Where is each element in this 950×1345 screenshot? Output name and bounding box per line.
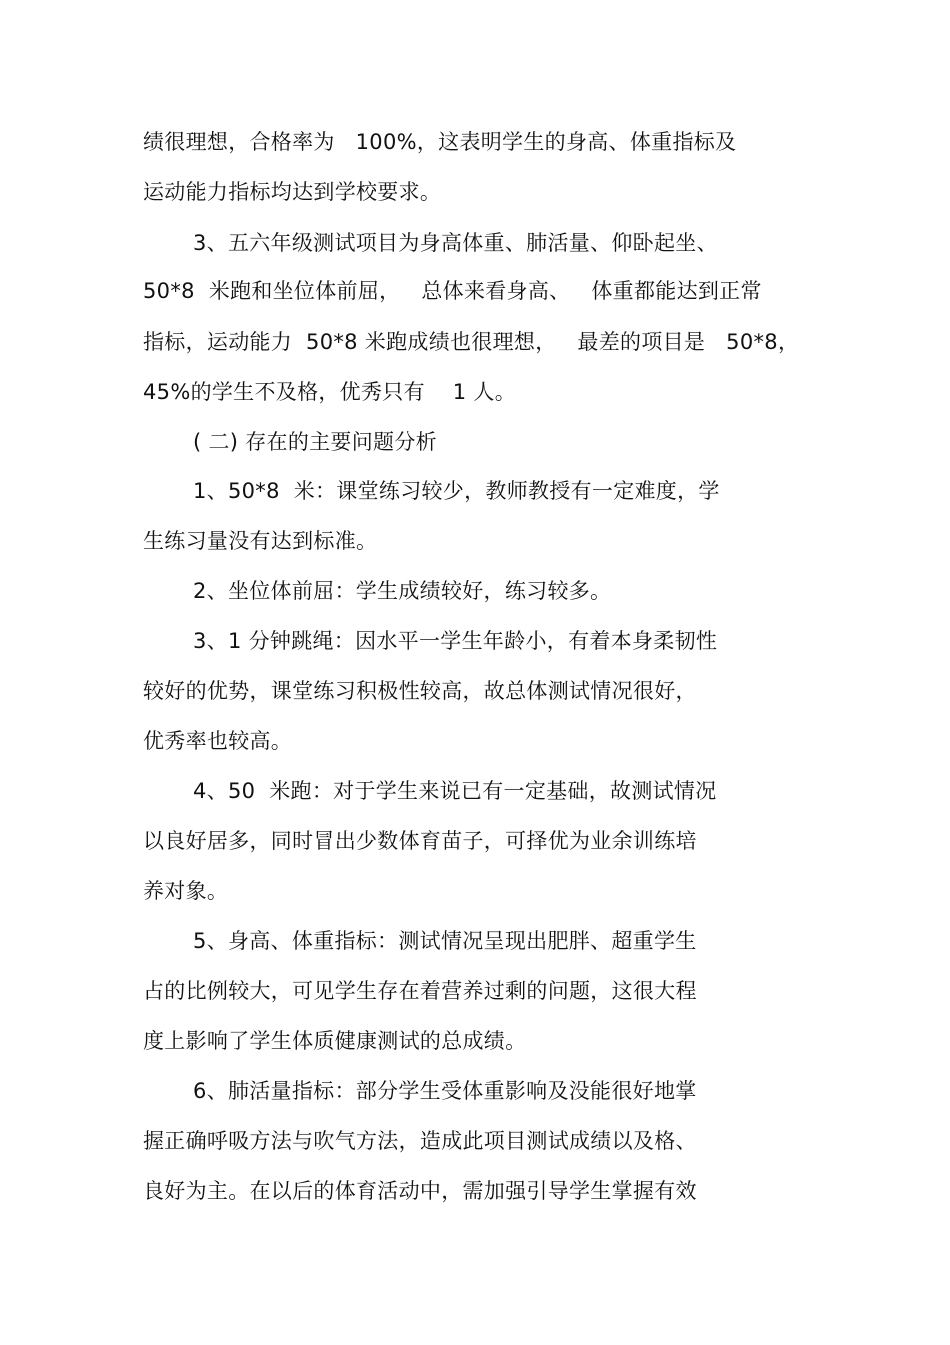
text-line: 运动能力指标均达到学校要求。 <box>143 180 442 204</box>
text-line: 3、五六年级测试项目为身高体重、肺活量、仰卧起坐、 <box>193 231 718 255</box>
text-line: 4、50 米跑：对于学生来说已有一定基础，故测试情况 <box>193 779 717 803</box>
text-line: 较好的优势，课堂练习积极性较高，故总体测试情况很好， <box>143 679 697 703</box>
text-line: 生练习量没有达到标准。 <box>143 529 378 553</box>
text-line: 3、1 分钟跳绳：因水平一学生年龄小，有着本身柔韧性 <box>193 629 718 653</box>
text-line: 6、肺活量指标：部分学生受体重影响及没能很好地掌 <box>193 1079 697 1103</box>
text-line: 优秀率也较高。 <box>143 729 293 753</box>
text-line: 以良好居多，同时冒出少数体育苗子，可择优为业余训练培 <box>143 829 697 853</box>
text-line: 握正确呼吸方法与吹气方法，造成此项目测试成绩以及格、 <box>143 1129 697 1153</box>
text-line: 2、坐位体前屈：学生成绩较好，练习较多。 <box>193 579 612 603</box>
text-line: 45%的学生不及格，优秀只有 1 人。 <box>143 380 517 404</box>
text-line: 50*8 米跑和坐位体前屈， 总体来看身高、 体重都能达到正常 <box>143 279 762 303</box>
text-line: 度上影响了学生体质健康测试的总成绩。 <box>143 1029 527 1053</box>
text-line: 1、50*8 米：课堂练习较少，教师教授有一定难度，学 <box>193 479 720 503</box>
text-line: 良好为主。在以后的体育活动中，需加强引导学生掌握有效 <box>143 1179 697 1203</box>
section-heading: ( 二) 存在的主要问题分析 <box>193 430 437 454</box>
text-line: 指标，运动能力 50*8 米跑成绩也很理想， 最差的项目是 50*8， <box>143 330 800 354</box>
text-line: 养对象。 <box>143 879 229 903</box>
text-line: 绩很理想，合格率为 100%，这表明学生的身高、体重指标及 <box>143 130 737 154</box>
text-line: 占的比例较大，可见学生存在着营养过剩的问题，这很大程 <box>143 979 697 1003</box>
text-line: 5、身高、体重指标：测试情况呈现出肥胖、超重学生 <box>193 929 697 953</box>
